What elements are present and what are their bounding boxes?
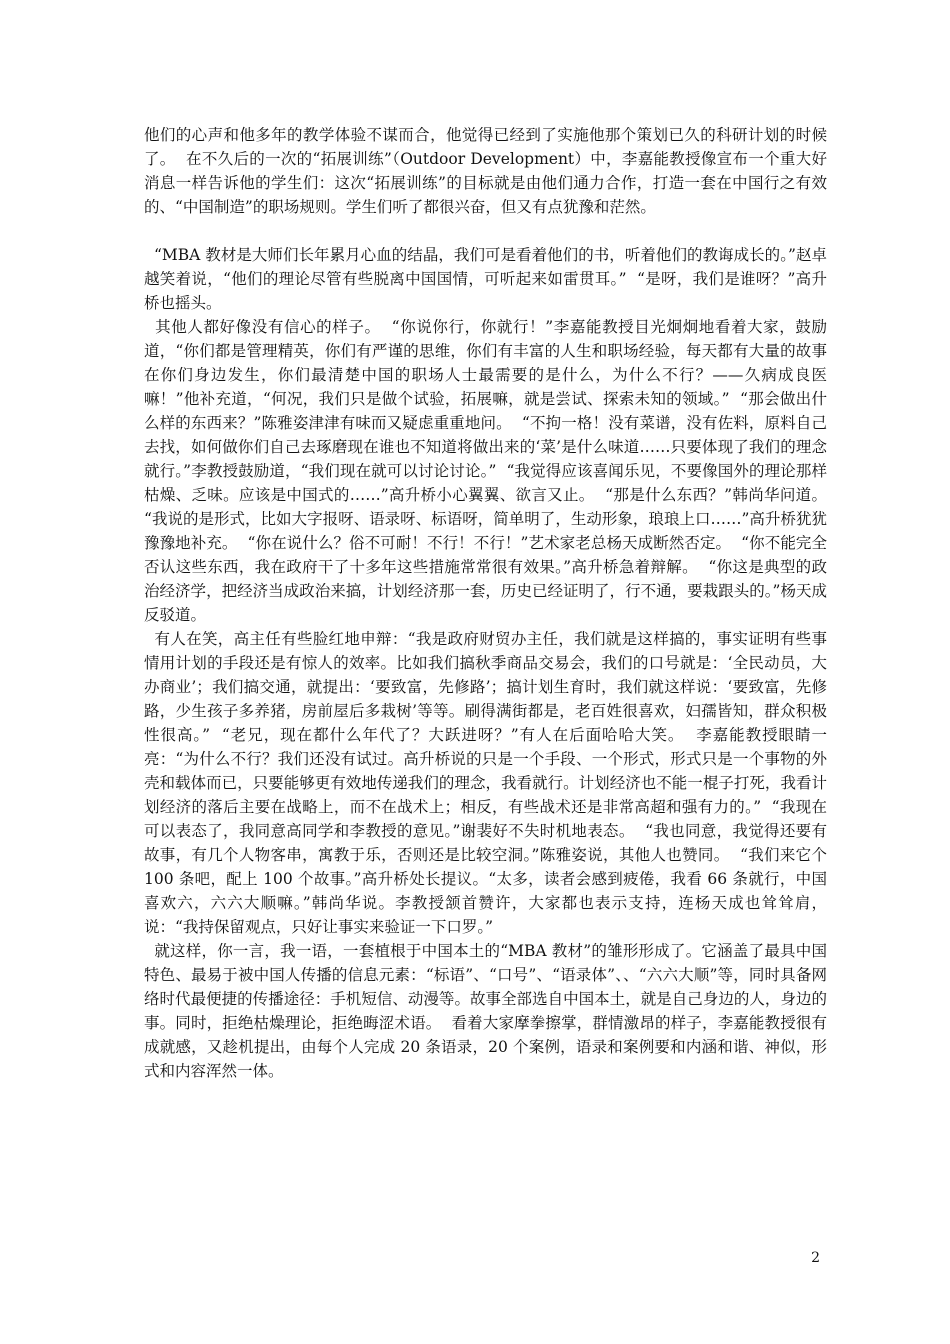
paragraph: 有人在笑，高主任有些脸红地申辩：“我是政府财贸办主任，我们就是这样搞的，事实证明有些事情用计划的手段还是有惊人的效率。比如我们搞秋季商品交易会，我们的口号就是：‘全民动员，大办商业’；我们搞交通，就提出：‘要致富，先修路’；搞计划生育时，我们就这样说：‘要致富，先修路，少生孩子多养猪，房前屋后多栽树’等等。刷得满街都是，老百姓很喜欢，妇孺皆知，群众积极性很高。” “老兄，现在都什么年代了？大跃进呀？”有人在后面哈哈大笑。 李嘉能教授眼睛一亮：“为什么不行？我们还没有试过。高升桥说的只是一个手段、一个形式，形式只是一个事物的外壳和载体而已，只要能够更有效地传递我们的理念，我看就行。计划经济也不能一棍子打死，我看计划经济的落后主要在战略上，而不在战术上；相反，有些战术还是非常高超和强有力的。” “我现在可以表态了，我同意高同学和李教授的意见。”谢裴好不失时机地表态。 “我也同意，我觉得还要有故事，有几个人物客串，寓教于乐，否则还是比较空洞。”陈雅姿说，其他人也赞同。 “我们来它个 100 条吧，配上 100 个故事。”高升桥处长提议。“太多，读者会感到疲倦，我看 66 条就行，中国喜欢六，六六大顺嘛。”韩尚华说。李教授颔首赞许，大家都也表示支持，连杨天成也耸耸肩，说：“我持保留观点，只好让事实来验证一下口罗。” (144, 630, 832, 936)
page-number: 2 (811, 1250, 820, 1266)
paragraph: 就这样，你一言，我一语，一套植根于中国本土的“MBA 教材”的雏形形成了。它涵盖了最具中国特色、最易于被中国人传播的信息元素：“标语”、“口号”、“语录体”、、“六六大顺”等，同时具备网络时代最便捷的传播途径：手机短信、动漫等。故事全部选自中国本土，就是自己身边的人，身边的事。同时，拒绝枯燥理论，拒绝晦涩术语。 看着大家摩拳擦掌，群情激昂的样子，李嘉能教授很有成就感，又趁机提出，由每个人完成 20 条语录，20 个案例，语录和案例要和内涵和谐、神似，形式和内容浑然一体。 (144, 942, 828, 1080)
paragraph: 他们的心声和他多年的教学体验不谋而合，他觉得已经到了实施他那个策划已久的科研计划的时候了。 在不久后的一次的“拓展训练”（Outdoor Development）中，李嘉能教授像宣布一个重大好消息一样告诉他的学生们：这次“拓展训练”的目标就是由他们通力合作，打造一套在中国行之有效的、“中国制造”的职场规则。学生们听了都很兴奋，但又有点犹豫和茫然。 (144, 126, 827, 216)
paragraph: “MBA 教材是大师们长年累月心血的结晶，我们可是看着他们的书，听着他们的教诲成长的。”赵卓越笑着说，“他们的理论尽管有些脱离中国国情，可听起来如雷贯耳。” “是呀，我们是谁呀？”高升桥也摇头。 (144, 246, 827, 312)
body-text (144, 123, 837, 1083)
paragraph: 其他人都好像没有信心的样子。 “你说你行，你就行！”李嘉能教授目光炯炯地看着大家，鼓励道，“你们都是管理精英，你们有严谨的思维，你们有丰富的人生和职场经验，每天都有大量的故事在你们身边发生，你们最清楚中国的职场人士最需要的是什么，为什么不行？——久病成良医嘛！”他补充道，“何况，我们只是做个试验，拓展嘛，就是尝试、探索未知的领域。” “那会做出什么样的东西来？”陈雅姿津津有味而又疑虑重重地问。 “不拘一格！没有菜谱，没有佐料，原料自己去找，如何做你们自己去琢磨现在谁也不知道将做出来的‘菜’是什么味道……只要体现了我们的理念就行。”李教授鼓励道，“我们现在就可以讨论讨论。” “我觉得应该喜闻乐见，不要像国外的理论那样枯燥、乏味。应该是中国式的……”高升桥小心翼翼、欲言又止。 “那是什么东西？”韩尚华问道。 “我说的是形式，比如大字报呀、语录呀、标语呀，简单明了，生动形象，琅琅上口……”高升桥犹犹豫豫地补充。 “你在说什么？俗不可耐！不行！不行！”艺术家老总杨天成断然否定。 “你不能完全否认这些东西，我在政府干了十多年这些措施常常很有效果。”高升桥急着辩解。 “你这是典型的政治经济学，把经济当成政治来搞，计划经济那一套，历史已经证明了，行不通，要栽跟头的。”杨天成反驳道。 (144, 318, 837, 624)
